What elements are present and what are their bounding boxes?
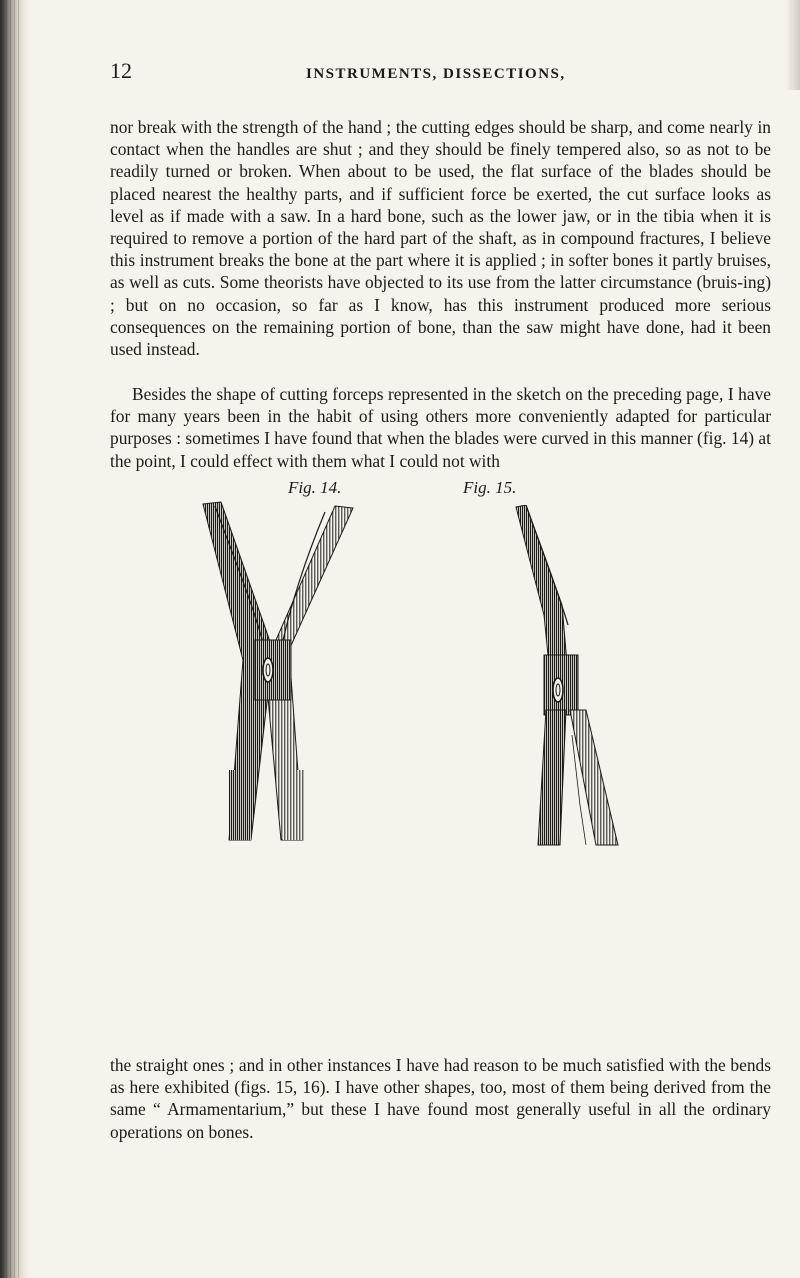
figure-15-forceps-illustration bbox=[510, 505, 630, 850]
page-header bbox=[110, 58, 770, 90]
page-edge bbox=[786, 0, 800, 90]
paragraph-3: the straight ones ; and in other instances I have had reason to be much satisfied with the bends as here exhibited (figs. 15, 16). I have other shapes, too, most of them being derived from the same “ Armamentarium,” but these I have found most generally useful in all the ordinary operations on bones. bbox=[110, 1055, 771, 1142]
forceps-straight-drawing bbox=[185, 500, 355, 845]
paragraph-1: nor break with the strength of the hand ; the cutting edges should be sharp, and come nearly in contact when the handles are shut ; and they should be finely tempered also, so as not to be readily turned or broken. When about to be used, the flat surface of the blades should be placed nearest the healthy parts, and if sufficient force be exerted, the cut surface looks as level as if made with a saw. In a hard bone, such as the lower jaw, or in the tibia when it is required to remove a portion of the hard part of the shaft, as in compound fractures, I believe this instrument breaks the bone at the part where it is applied ; in softer bones it partly bruises, as well as cuts. Some theorists have objected to its use from the latter circumstance (bruis-ing) ; but on no occasion, so far as I know, has this instrument produced more serious consequences on the remaining portion of bone, than the saw might have done, had it been used instead. bbox=[110, 117, 771, 360]
forceps-bent-drawing bbox=[510, 505, 630, 850]
paragraph-2: Besides the shape of cutting forceps represented in the sketch on the preceding page, I have for many years been in the habit of using others more conveniently adapted for particular purposes : sometimes I have found that when the blades were curved in this manner (fig. 14) at the point, I could effect with them what I could not with bbox=[110, 384, 771, 471]
figure-15-label: Fig. 15. bbox=[463, 478, 517, 497]
page-number: 12 bbox=[110, 58, 132, 83]
running-head: INSTRUMENTS, DISSECTIONS, bbox=[306, 66, 566, 82]
figure-14-label: Fig. 14. bbox=[288, 478, 342, 497]
figure-14-forceps-illustration bbox=[185, 500, 355, 845]
binding-lines bbox=[6, 0, 20, 1278]
